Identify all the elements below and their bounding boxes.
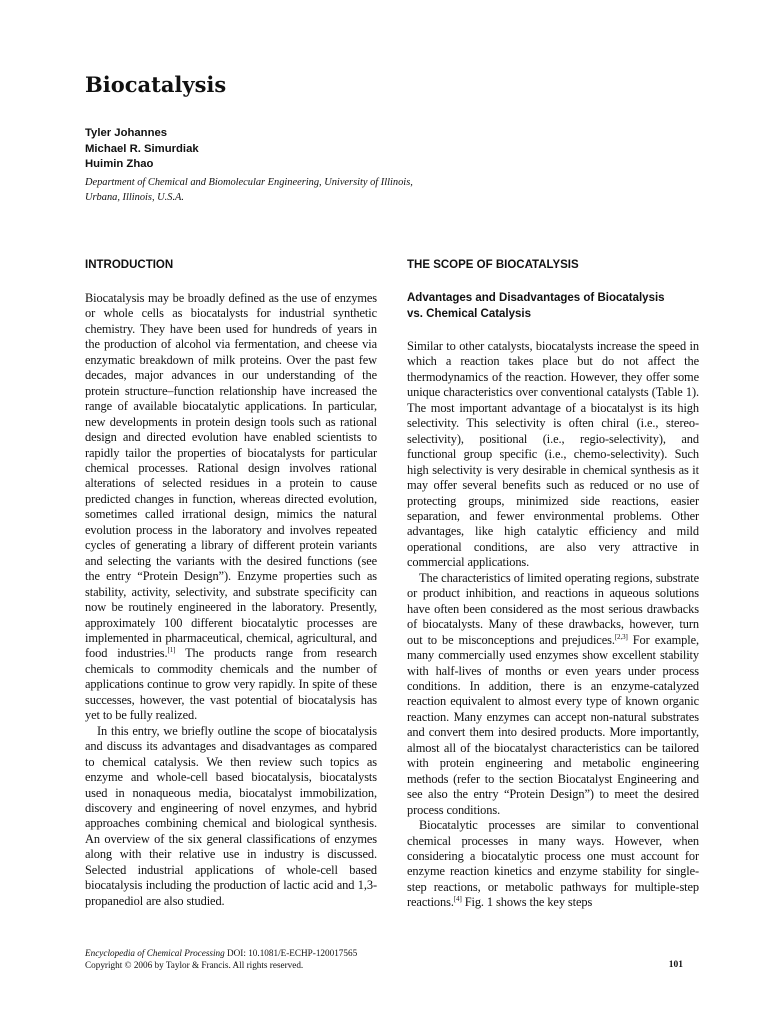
left-column <box>85 258 377 909</box>
author-block <box>85 126 413 205</box>
text-run: Biocatalytic processes are similar to conventional chemical processes in many ways. However, when considering a biocatalytic process one must account for enzyme reaction kinetics and enzyme stability for single-step reactions, or metabolic pathways for multiple-step reactions. <box>407 818 699 910</box>
paragraph: In this entry, we briefly outline the scope of biocatalysis and discuss its advantages and disadvantages as compared to chemical catalysis. We then review such topics as enzyme and whole-cell based biocatalysis, biocatalysts used in nonaqueous media, biocatalyst immobilization, discovery and engineering of novel enzymes, and hybrid approaches combining chemical and biological synthesis. An overview of the six general classifications of enzymes along with their relative use in industry is discussed. Selected industrial applications of whole-cell based biocatalysis including the production of lactic acid and 1,3-propanediol are also studied. <box>85 723 377 908</box>
section-heading-scope: THE SCOPE OF BIOCATALYSIS <box>407 259 579 271</box>
citation: [2,3] <box>614 632 628 641</box>
citation: [1] <box>167 646 176 655</box>
author-name: Huimin Zhao <box>85 158 154 170</box>
subsection-heading-line: Advantages and Disadvantages of Biocatalysis <box>407 292 665 304</box>
copyright: Copyright © 2006 by Taylor & Francis. All rights reserved. <box>85 960 304 970</box>
author-name: Tyler Johannes <box>85 127 168 139</box>
right-column <box>407 258 699 911</box>
journal-name: Encyclopedia of Chemical Processing <box>85 948 225 958</box>
paragraph <box>407 571 699 818</box>
affiliation <box>85 175 413 205</box>
footer-citation-line <box>85 947 683 959</box>
text-run: Biocatalysis may be broadly defined as the use of enzymes or whole cells as biocatalysts for industrial synthetic chemistry. They have been used for hundreds of years in the production of alcohol via fermentation, and cheese via enzymatic breakdown of milk proteins. Over the past few decades, major advances in our understanding of the protein structure–function relationship have increased the range of available biocatalytic applications. In particular, new developments in protein design tools such as rational design and directed evolution have enabled scientists to rapidly tailor the properties of biocatalysts for particular chemical processes. Rational design involves rational alterations of selected residues in a protein to cause predicted changes in function, whereas directed evolution, sometimes called irrational design, mimics the natural evolution process in the laboratory and involves repeated cycles of generating a library of different protein variants and selecting the variants with the desired functions (see the entry “Protein Design”). Enzyme properties such as stability, activity, selectivity, and substrate specificity can now be routinely engineered in the laboratory. Presently, approximately 100 different biocatalytic processes are implemented in pharmaceutical, chemical, agricultural, and food industries. <box>85 291 377 661</box>
text-run: The products range from research chemicals to commodity chemicals and the number of applications continue to grow very rapidly. In spite of these successes, however, the vast potential of biocatalysis has yet to be fully realized. <box>85 646 377 723</box>
article-title: Biocatalysis <box>85 72 227 97</box>
text-run: The characteristics of limited operating regions, substrate or product inhibition, and reactions in aqueous solutions have often been considered as the most serious drawbacks of biocatalysts. Many of these drawbacks, however, turn out to be misconceptions and prejudices. <box>407 570 699 647</box>
subsection-heading-line: vs. Chemical Catalysis <box>407 307 532 320</box>
section-heading-introduction: INTRODUCTION <box>85 259 174 271</box>
doi: DOI: 10.1081/E-ECHP-120017565 <box>224 948 358 958</box>
text-run: Fig. 1 shows the key steps <box>461 895 593 910</box>
text-run: For example, many commercially used enzymes show excellent stability with half-lives of months or even years under process conditions. In addition, there is an enzyme-catalyzed reaction equivalent to almost every type of known organic reaction. Many enzymes can accept non-natural substrates and convert them into desired products. More importantly, almost all of the biocatalyst characteristics can be tailored with protein engineering and metabolic engineering methods (refer to the section Biocatalyst Engineering and see also the entry “Protein Design”) to meet the desired process conditions. <box>407 632 699 817</box>
paragraph <box>85 291 377 724</box>
author-name: Michael R. Simurdiak <box>85 142 199 155</box>
paragraph <box>407 818 699 911</box>
subsection-heading <box>407 291 699 322</box>
citation: [4] <box>453 895 462 904</box>
affiliation-line: Department of Chemical and Biomolecular Engineering, University of Illinois, <box>85 176 413 188</box>
affiliation-line: Urbana, Illinois, U.S.A. <box>85 191 185 203</box>
page-number: 101 <box>668 960 683 970</box>
page-footer <box>85 947 683 971</box>
paragraph: Similar to other catalysts, biocatalysts increase the speed in which a reaction takes place but do not affect the thermodynamics of the reaction. However, they offer some unique characteristics over conventional catalysts (Table 1). The most important advantage of a biocatalyst is its high selectivity. This selectivity is often chiral (i.e., stereo-selectivity), positional (i.e., regio-selectivity), and functional group specific (i.e., chemo-selectivity). Such high selectivity is very desirable in chemical synthesis as it may offer several benefits such as reduced or no use of protecting groups, minimized side reactions, easier separation, and fewer environmental problems. Other advantages, like high catalytic efficiency and mild operational conditions, are also very attractive in commercial applications. <box>407 339 699 570</box>
